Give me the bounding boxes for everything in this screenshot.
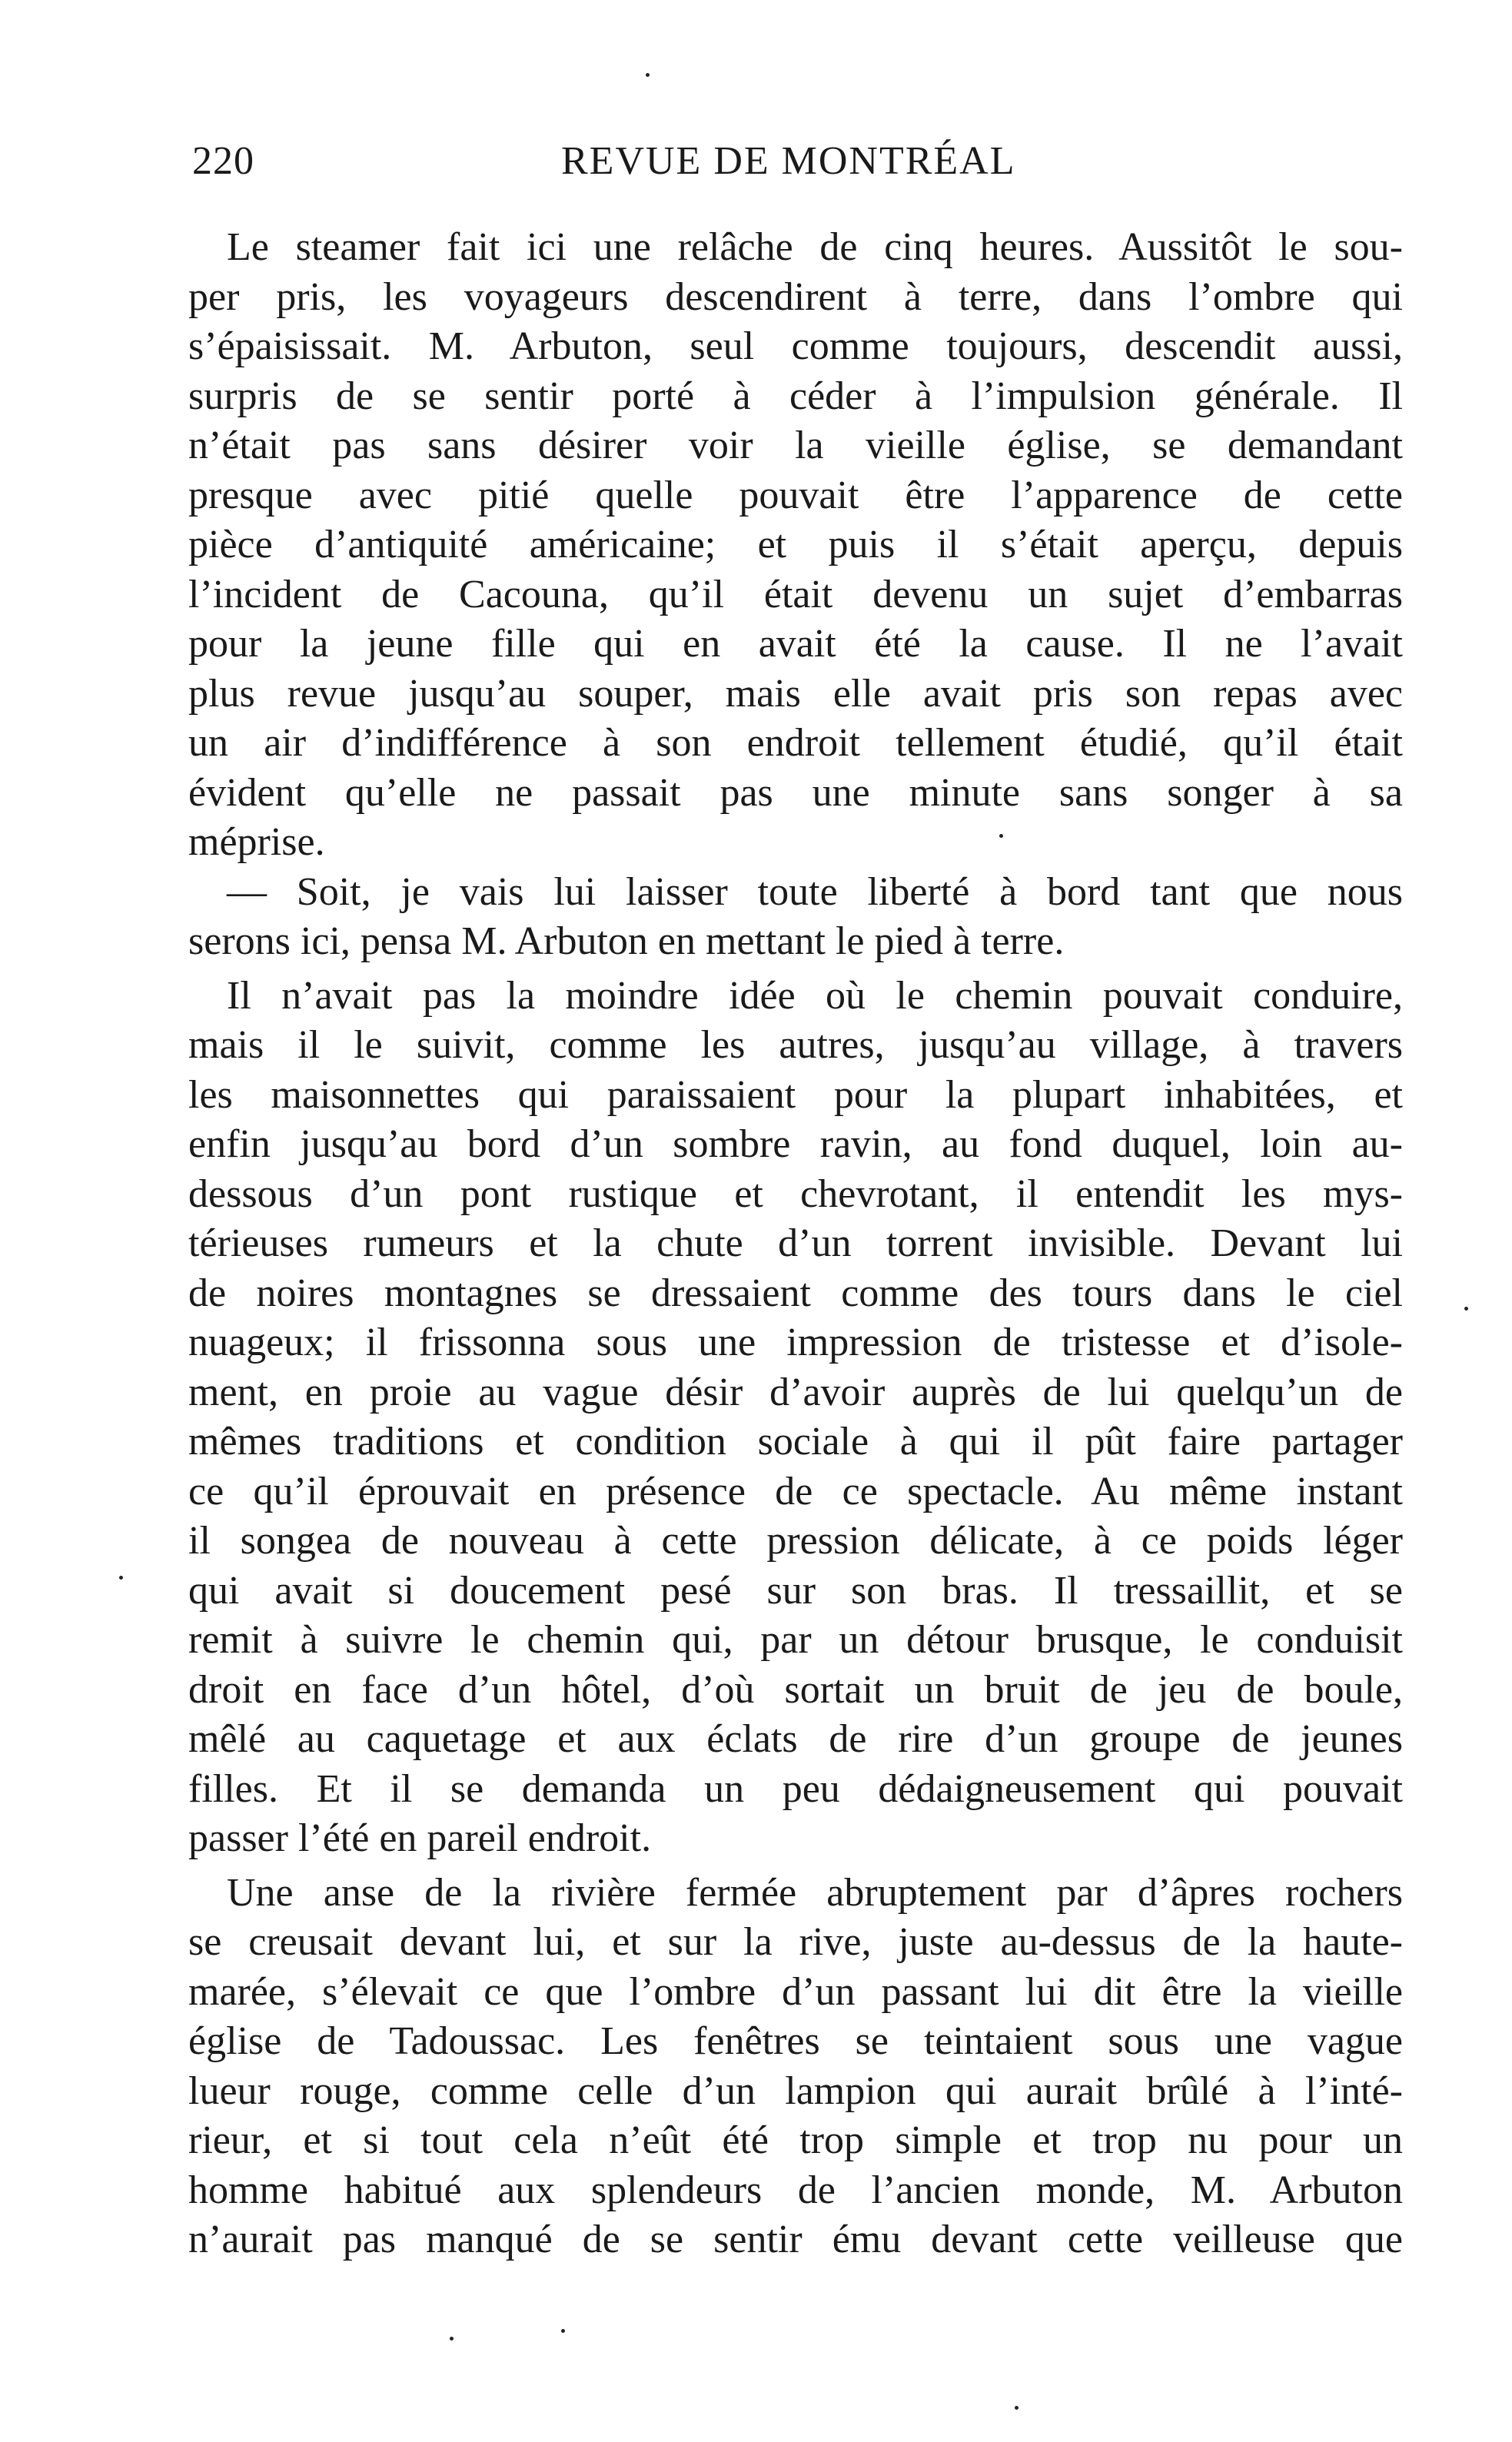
text-line: méprise.	[188, 820, 325, 864]
text-line: — Soit, je vais lui laisser toute liberté à bord tant que nous	[227, 869, 1403, 914]
text-line: per pris, les voyageurs descendirent à terre, dans l’ombre qui	[188, 274, 1403, 319]
text-line: mêmes traditions et condition sociale à qui il pût faire partager	[188, 1420, 1403, 1464]
paragraph	[188, 868, 1403, 967]
text-line: de noires montagnes se dressaient comme des tours dans le ciel	[188, 1271, 1403, 1315]
scan-speck	[1464, 1307, 1468, 1311]
text-line: évident qu’elle ne passait pas une minute sans songer à sa	[188, 770, 1403, 815]
text-line: nuageux; il frissonna sous une impression de tristesse et d’isole-	[188, 1321, 1403, 1364]
page-number: 220	[192, 139, 254, 183]
text-line: mais il le suivit, comme les autres, jusqu’au village, à travers	[188, 1023, 1403, 1067]
paragraph	[188, 1869, 1403, 2265]
text-line: pour la jeune fille qui en avait été la cause. Il ne l’avait	[188, 622, 1403, 666]
text-line: il songea de nouveau à cette pression délicate, à ce poids léger	[188, 1519, 1403, 1563]
text-line: dessous d’un pont rustique et chevrotant, il entendit les mys-	[188, 1171, 1403, 1216]
text-line: remit à suivre le chemin qui, par un détour brusque, le conduisit	[188, 1618, 1403, 1662]
scan-speck	[646, 73, 650, 77]
text-line: n’était pas sans désirer voir la vieille église, se demandant	[188, 424, 1403, 467]
text-line: Il n’avait pas la moindre idée où le chemin pouvait conduire,	[227, 973, 1403, 1018]
text-line: un air d’indifférence à son endroit tellement étudié, qu’il était	[188, 721, 1403, 765]
scan-speck	[999, 834, 1003, 838]
text-line: église de Tadoussac. Les fenêtres se teintaient sous une vague	[188, 2019, 1403, 2063]
body-text	[188, 223, 1403, 2265]
text-line: les maisonnettes qui paraissaient pour la plupart inhabitées, et	[188, 1072, 1403, 1117]
text-line: filles. Et il se demanda un peu dédaigneusement qui pouvait	[188, 1766, 1403, 1811]
text-line: l’incident de Cacouna, qu’il était devenu un sujet d’embarras	[188, 572, 1403, 616]
paragraph	[188, 223, 1403, 868]
text-line: ce qu’il éprouvait en présence de ce spectacle. Au même instant	[188, 1469, 1403, 1513]
text-line: qui avait si doucement pesé sur son bras. Il tressaillit, et se	[188, 1568, 1403, 1613]
text-line: passer l’été en pareil endroit.	[188, 1816, 652, 1860]
text-line: marée, s’élevait ce que l’ombre d’un passant lui dit être la vieille	[188, 1969, 1403, 2014]
text-line: serons ici, pensa M. Arbuton en mettant le pied à terre.	[188, 919, 1065, 963]
scan-speck	[561, 2329, 565, 2333]
text-line: droit en face d’un hôtel, d’où sortait un bruit de jeu de boule,	[188, 1667, 1403, 1712]
text-line: enfin jusqu’au bord d’un sombre ravin, au fond duquel, loin au-	[188, 1122, 1403, 1166]
text-line: térieuses rumeurs et la chute d’un torrent invisible. Devant lui	[188, 1221, 1403, 1265]
scan-speck	[1015, 2406, 1019, 2410]
text-line: n’aurait pas manqué de se sentir ému devant cette veilleuse que	[188, 2218, 1403, 2261]
journal-title: REVUE DE MONTRÉAL	[561, 139, 1016, 183]
text-line: s’épaisissait. M. Arbuton, seul comme toujours, descendit aussi,	[188, 324, 1403, 368]
text-line: presque avec pitié quelle pouvait être l’apparence de cette	[188, 473, 1403, 517]
running-head	[192, 138, 1299, 200]
scan-speck	[119, 1576, 123, 1580]
text-line: lueur rouge, comme celle d’un lampion qui aurait brûlé à l’inté-	[188, 2068, 1403, 2113]
text-line: surpris de se sentir porté à céder à l’impulsion générale. Il	[188, 374, 1403, 418]
text-line: se creusait devant lui, et sur la rive, juste au-dessus de la haute-	[188, 1920, 1403, 1964]
text-line: Une anse de la rivière fermée abruptement par d’âpres rochers	[227, 1870, 1403, 1915]
text-line: homme habitué aux splendeurs de l’ancien monde, M. Arbuton	[188, 2168, 1403, 2212]
text-line: mêlé au caquetage et aux éclats de rire d’un groupe de jeunes	[188, 1717, 1403, 1761]
text-line: ment, en proie au vague désir d’avoir auprès de lui quelqu’un de	[188, 1370, 1403, 1414]
paragraph	[188, 972, 1403, 1864]
text-line: pièce d’antiquité américaine; et puis il s’était aperçu, depuis	[188, 523, 1403, 566]
scan-speck	[450, 2337, 454, 2341]
text-line: rieur, et si tout cela n’eût été trop simple et trop nu pour un	[188, 2118, 1403, 2162]
text-line: plus revue jusqu’au souper, mais elle avait pris son repas avec	[188, 671, 1403, 716]
text-line: Le steamer fait ici une relâche de cinq heures. Aussitôt le sou-	[227, 225, 1403, 269]
